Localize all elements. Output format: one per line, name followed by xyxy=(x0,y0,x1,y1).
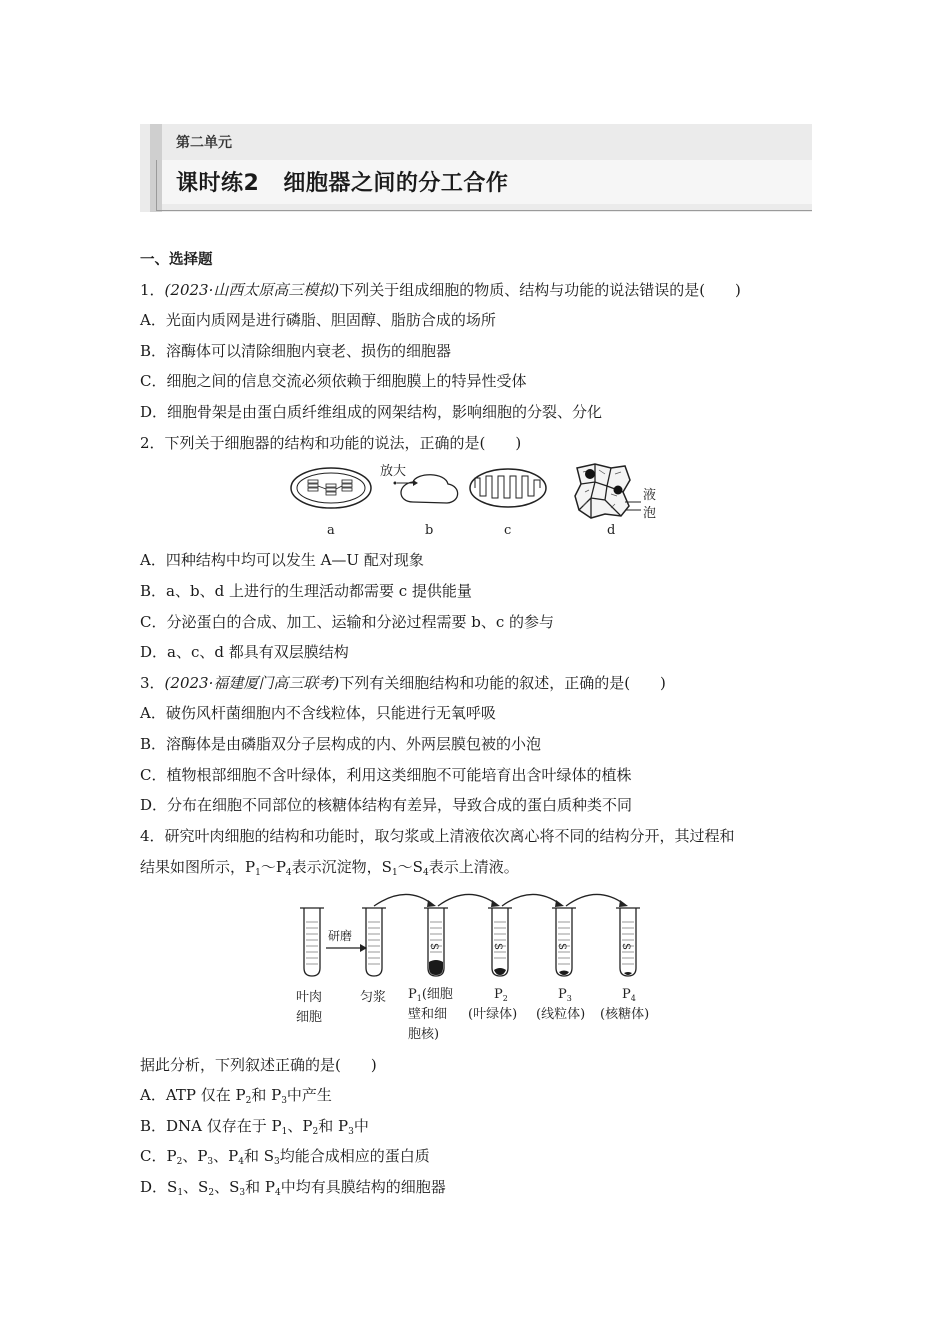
grind-label: 研磨 xyxy=(328,929,353,943)
question-1-stem xyxy=(140,280,741,300)
svg-text:S: S xyxy=(428,943,439,950)
section-heading: 一、选择题 xyxy=(140,252,213,268)
q2-option-c: C．分泌蛋白的合成、加工、运输和分泌过程需要 b、c 的参与 xyxy=(140,613,555,631)
header-divider xyxy=(156,210,812,211)
q4-option-b: B．DNA 仅存在于 $P_1$、$P_2$和 $P_3$中 xyxy=(140,1117,369,1137)
question-source: (2023·福建厦门高三联考) xyxy=(164,674,340,692)
leaf-label-1: 叶肉 xyxy=(296,990,323,1005)
q3-option-c: C．植物根部细胞不含叶绿体，利用这类细胞不可能培育出含叶绿体的植株 xyxy=(140,766,632,784)
lesson-title: 细胞器之间的分工合作 xyxy=(283,171,509,196)
test-tube-homogenate xyxy=(362,908,386,976)
q1-option-b: B．溶酶体可以清除细胞内衰老、损伤的细胞器 xyxy=(140,342,452,360)
q4-option-c: C．$P_2$、$P_3$、$P_4$和 $S_3$均能合成相应的蛋白质 xyxy=(140,1147,430,1167)
vacuole-label-2: 泡 xyxy=(643,506,657,521)
q2-option-a: A．四种结构中均可以发生 A—U 配对现象 xyxy=(140,551,424,569)
q2-option-d: D．a、c、d 都具有双层膜结构 xyxy=(140,643,349,661)
q3-option-d: D．分布在细胞不同部位的核糖体结构有差异，导致合成的蛋白质种类不同 xyxy=(140,796,633,814)
p2-label: $P_2$ xyxy=(494,987,508,1003)
p1-label: $P_1$(细胞 xyxy=(408,987,453,1003)
transfer-arrows xyxy=(374,894,624,906)
q3-option-a: A．破伤风杆菌细胞内不含线粒体，只能进行无氧呼吸 xyxy=(140,704,496,722)
question-number: 1． xyxy=(140,281,165,299)
centrifugation-figure xyxy=(290,888,670,1048)
q1-option-c: C．细胞之间的信息交流必须依赖于细胞膜上的特异性受体 xyxy=(140,372,527,390)
label-a: a xyxy=(327,523,335,538)
question-2-stem: 2．下列关于细胞器的结构和功能的说法，正确的是( ) xyxy=(140,434,522,452)
q2-option-b: B．a、b、d 上进行的生理活动都需要 c 提供能量 xyxy=(140,582,472,600)
q4-ask: 据此分析，下列叙述正确的是( ) xyxy=(140,1056,377,1074)
test-tube-p3 xyxy=(552,908,576,976)
label-d: d xyxy=(607,523,616,538)
question-text: 下列有关细胞结构和功能的叙述，正确的是( ) xyxy=(339,674,666,692)
svg-text:S: S xyxy=(620,943,631,950)
chloroplast-diagram xyxy=(291,468,371,508)
question-4-stem-line2: 结果如图所示，$P_1\sim P_4$表示沉淀物，$S_1\sim S_4$表示上清液。 xyxy=(140,858,519,878)
question-4-stem-line1: 4．研究叶肉细胞的结构和功能时，取匀浆或上清液依次离心将不同的结构分开，其过程和 xyxy=(140,827,735,845)
q3-option-b: B．溶酶体是由磷脂双分子层构成的内、外两层膜包被的小泡 xyxy=(140,735,542,753)
organelle-figure xyxy=(285,462,665,542)
q4-option-d: D．$S_1$、$S_2$、$S_3$和 $P_4$中均有具膜结构的细胞器 xyxy=(140,1178,446,1198)
label-c: c xyxy=(504,523,512,538)
page-title xyxy=(176,166,508,197)
enlarge-label: 放大 xyxy=(380,464,407,479)
leaf-label-2: 细胞 xyxy=(296,1010,323,1025)
q1-option-a: A．光面内质网是进行磷脂、胆固醇、脂肪合成的场所 xyxy=(140,311,496,329)
question-3-stem xyxy=(140,673,666,693)
unit-label: 第二单元 xyxy=(176,135,232,151)
plant-cell-tissue-diagram xyxy=(575,464,641,518)
question-text: 下列关于组成细胞的物质、结构与功能的说法错误的是( ) xyxy=(339,281,741,299)
label-b: b xyxy=(425,523,434,538)
test-tube-p2 xyxy=(488,908,512,976)
p3-content-label: (线粒体) xyxy=(536,1007,586,1022)
svg-text:S: S xyxy=(556,943,567,950)
p1-label-3: 胞核) xyxy=(408,1027,440,1042)
svg-text:S: S xyxy=(492,943,503,950)
homogenate-label: 匀浆 xyxy=(360,990,387,1005)
vacuole-label-1: 液 xyxy=(643,488,657,503)
test-tube-p1 xyxy=(424,908,448,976)
question-number: 3． xyxy=(140,674,165,692)
question-source: (2023·山西太原高三模拟) xyxy=(164,281,340,299)
q4-option-a: A．ATP 仅在 $P_2$和 $P_3$中产生 xyxy=(140,1086,332,1106)
lesson-number: 课时练2 xyxy=(176,171,260,196)
mitochondrion-diagram xyxy=(470,469,546,507)
p2-content-label: (叶绿体) xyxy=(468,1007,518,1022)
header-divider-vertical xyxy=(156,160,157,211)
test-tube-p4 xyxy=(616,908,640,976)
p1-label-2: 壁和细 xyxy=(408,1007,448,1022)
p4-label: $P_4$ xyxy=(622,987,636,1003)
p4-content-label: (核糖体) xyxy=(600,1007,650,1022)
test-tube-leaf xyxy=(300,908,324,976)
q1-option-d: D．细胞骨架是由蛋白质纤维组成的网架结构，影响细胞的分裂、分化 xyxy=(140,403,603,421)
p3-label: $P_3$ xyxy=(558,987,572,1003)
